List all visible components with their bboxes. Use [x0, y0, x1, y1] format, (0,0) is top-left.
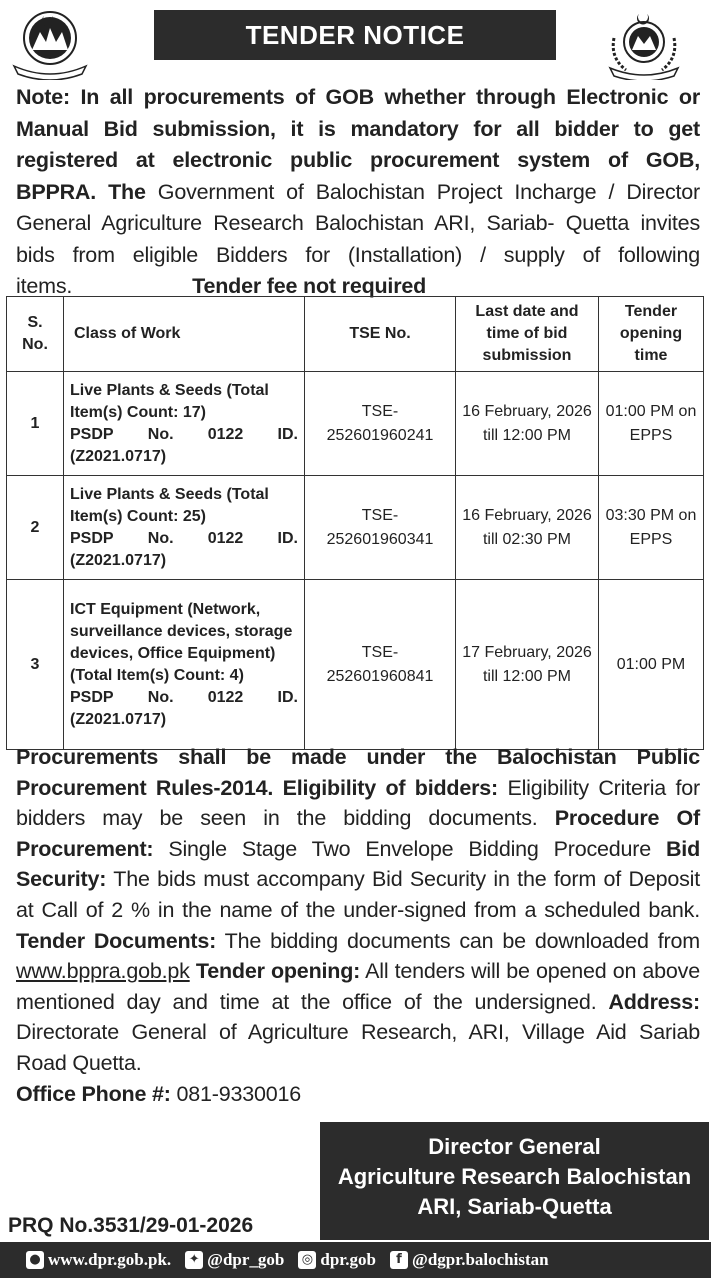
psdp-id: (Z2021.0717): [70, 710, 167, 728]
psdp-label: PSDP: [70, 688, 114, 706]
bid-security-label: Bid Security:: [16, 836, 701, 892]
psdp-number: 0122: [207, 529, 244, 547]
signature-title: Director General: [428, 1134, 601, 1159]
procedure-text: Single Stage Two Envelope Bidding Procedure: [153, 836, 652, 861]
rules-statement: Procurements shall be made under the Balochistan Public Procurement Rules-2014.: [16, 745, 700, 800]
tender-documents-text: The bidding documents can be downloaded from: [216, 928, 700, 953]
row-tse-no: TSE-252601960241: [305, 372, 456, 476]
tender-opening-label: Tender opening:: [195, 959, 361, 984]
phone-number: 081-9330016: [170, 1081, 302, 1106]
signature-department: Agriculture Research Balochistan: [337, 1164, 692, 1189]
footer-twitter[interactable]: [185, 1250, 284, 1270]
facebook-icon: f: [390, 1251, 408, 1269]
address-text: Directorate General of Agriculture Research, ARI, Village Aid Sariab Road Quetta.: [16, 1020, 700, 1075]
psdp-line: [70, 528, 298, 550]
tender-fee-note: Tender fee not required: [192, 274, 427, 298]
psdp-id-label: ID.: [277, 688, 298, 706]
tender-opening-text: All tenders will be opened on above mentioned day and time at the office of the undersigned.: [16, 959, 700, 1014]
psdp-label: PSDP: [70, 529, 114, 547]
intro-paragraph: [16, 82, 700, 303]
notice-title: TENDER NOTICE: [154, 10, 556, 60]
work-description: ICT Equipment (Network, surveillance devices, storage devices, Office Equipment) (Total Item(s) Count: 4): [70, 600, 293, 684]
facebook-handle: @dgpr.balochistan: [412, 1250, 549, 1269]
intro-note: Note: In all procurements of GOB whether through Electronic or Manual Bid submission, it is mandatory for all bidder to get registered at electronic public procurement system of GOB, BPPRA. The: [16, 85, 700, 204]
intro-invitation: Government of Balochistan Project Incharge / Director General Agriculture Research Balochistan ARI, Sariab- Quetta invites bids from eligible Bidders for (Installation) / supply of following items.: [16, 179, 701, 298]
conditions-paragraph: [16, 742, 700, 1109]
signature-block: [320, 1122, 709, 1240]
tender-table: [6, 296, 704, 750]
psdp-no-label: No.: [147, 425, 174, 443]
table-row: [7, 580, 704, 750]
row-opening-time: 01:00 PM: [599, 580, 704, 750]
balochistan-emblem-right: [604, 8, 684, 80]
psdp-number: 0122: [207, 688, 244, 706]
address-label: Address:: [608, 989, 700, 1014]
row-tse-no: TSE-252601960341: [305, 476, 456, 580]
header-class-of-work: Class of Work: [64, 297, 305, 372]
bid-security-text: The bids must accompany Bid Security in the form of Deposit at Call of 2 % in the name of the under-signed from a scheduled bank.: [16, 867, 700, 922]
table-row: [7, 372, 704, 476]
procedure-label: Procedure Of Procurement:: [16, 806, 700, 861]
psdp-no-label: No.: [147, 688, 174, 706]
footer-website[interactable]: [26, 1250, 171, 1270]
website-text: www.dpr.gob.pk.: [48, 1250, 172, 1269]
row-class-of-work: [64, 476, 305, 580]
globe-icon: ●: [26, 1251, 44, 1269]
row-class-of-work: [64, 372, 305, 476]
header-opening-time: Tender opening time: [599, 297, 704, 372]
psdp-id-label: ID.: [277, 425, 298, 443]
psdp-number: 0122: [207, 425, 244, 443]
twitter-handle: @dpr_gob: [207, 1250, 285, 1269]
table-header-row: [7, 297, 704, 372]
footer-bar: [0, 1242, 711, 1278]
psdp-label: PSDP: [70, 425, 114, 443]
psdp-id-label: ID.: [277, 529, 298, 547]
row-opening-time: 03:30 PM on EPPS: [599, 476, 704, 580]
header-sn: S. No.: [7, 297, 64, 372]
row-sn: 1: [7, 372, 64, 476]
signature-location: ARI, Sariab-Quetta: [417, 1194, 612, 1219]
row-last-date: 16 February, 2026 till 12:00 PM: [456, 372, 599, 476]
work-description: Live Plants & Seeds (Total Item(s) Count: 17): [70, 381, 269, 421]
twitter-icon: ✦: [185, 1251, 203, 1269]
table-row: [7, 476, 704, 580]
row-opening-time: 01:00 PM on EPPS: [599, 372, 704, 476]
row-last-date: 16 February, 2026 till 02:30 PM: [456, 476, 599, 580]
eligibility-text: Eligibility Criteria for bidders may be seen in the bidding documents.: [16, 775, 700, 831]
instagram-handle: dpr.gob: [320, 1250, 376, 1269]
psdp-id: (Z2021.0717): [70, 447, 167, 465]
work-description: Live Plants & Seeds (Total Item(s) Count: 25): [70, 485, 269, 525]
row-tse-no: TSE-252601960841: [305, 580, 456, 750]
eligibility-label: Eligibility of bidders:: [282, 775, 499, 800]
phone-label: Office Phone #:: [16, 1081, 171, 1106]
psdp-line: [70, 424, 298, 446]
instagram-icon: ◎: [298, 1251, 316, 1269]
balochistan-emblem-left: [10, 8, 90, 80]
footer-instagram[interactable]: [298, 1250, 376, 1270]
tender-documents-label: Tender Documents:: [16, 928, 217, 953]
psdp-id: (Z2021.0717): [70, 551, 167, 569]
bppra-link[interactable]: www.bppra.gob.pk: [16, 959, 190, 984]
row-sn: 3: [7, 580, 64, 750]
header-tse-no: TSE No.: [305, 297, 456, 372]
row-last-date: 17 February, 2026 till 12:00 PM: [456, 580, 599, 750]
footer-facebook[interactable]: [390, 1250, 549, 1270]
psdp-no-label: No.: [147, 529, 174, 547]
row-class-of-work: [64, 580, 305, 750]
row-sn: 2: [7, 476, 64, 580]
psdp-line: [70, 687, 298, 709]
prq-number: PRQ No.3531/29-01-2026: [8, 1214, 254, 1237]
header-last-date: Last date and time of bid submission: [456, 297, 599, 372]
